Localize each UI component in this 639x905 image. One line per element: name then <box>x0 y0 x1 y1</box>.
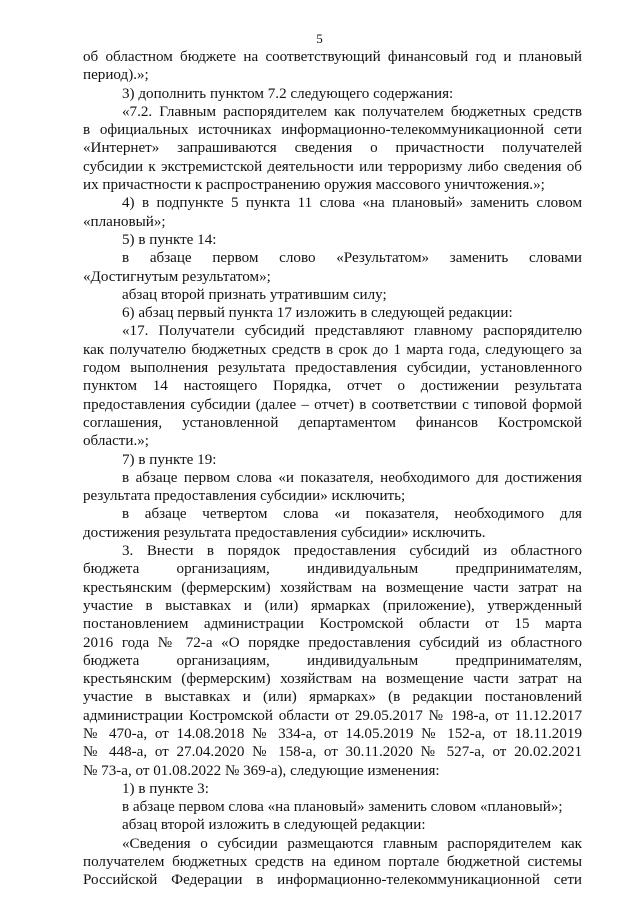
text-line: в абзаце первом слова «на плановый» заменить словом «плановый»; <box>122 799 563 816</box>
text-line: 1) в пункте 3: <box>122 780 209 797</box>
text-line: «17. Получатели субсидий представляют главному распорядителю <box>122 323 582 340</box>
text-line: их причастности к распространению оружия массового уничтожения.»; <box>83 177 545 194</box>
text-line: результата предоставления субсидии» исключить; <box>83 488 406 505</box>
text-line: крестьянским (фермерским) хозяйствам на возмещение части затрат на <box>83 671 582 688</box>
text-line: «7.2. Главным распорядителем как получателем бюджетных средств <box>122 103 582 120</box>
text-line: годом выполнения результата предоставления субсидии, установленного <box>83 360 582 377</box>
text-line: об областном бюджете на соответствующий финансовый год и плановый <box>83 49 582 65</box>
text-line: 3) дополнить пунктом 7.2 следующего содержания: <box>122 85 454 102</box>
text-line: абзац второй изложить в следующей редакции: <box>122 817 426 834</box>
text-line: в абзаце четвертом слова «и показателя, необходимого для <box>122 506 582 523</box>
text-line: 6) абзац первый пункта 17 изложить в следующей редакции: <box>122 305 513 322</box>
text-line: № 470-а, от 14.08.2018 № 334-а, от 14.05.2019 № 152-а, от 18.11.2019 <box>83 725 582 742</box>
text-line: 7) в пункте 19: <box>122 451 217 468</box>
text-line: достижения результата предоставления субсидии» исключить. <box>83 524 486 541</box>
text-line: в абзаце первом слова «и показателя, необходимого для достижения <box>122 469 582 486</box>
text-line: «Интернет» запрашиваются сведения о причастности получателей <box>83 140 582 157</box>
document-body <box>83 48 582 890</box>
text-line: крестьянским (фермерским) хозяйствам на возмещение части затрат на <box>83 579 582 596</box>
text-line: период).»; <box>83 67 149 84</box>
text-line: области.»; <box>83 433 149 450</box>
page-number: 5 <box>316 31 323 46</box>
text-line: бюджета организациям, индивидуальным предпринимателям, <box>83 561 582 578</box>
text-line: 4) в подпункте 5 пункта 11 слова «на плановый» заменить словом <box>122 195 582 212</box>
text-line: «Достигнутым результатом»; <box>83 268 271 285</box>
text-line: 3. Внести в порядок предоставления субсидий из областного <box>122 543 582 560</box>
text-line: участие в выставках и (или) ярмарках» (в редакции постановлений <box>83 689 582 706</box>
text-line: администрации Костромской области от 29.05.2017 № 198-а, от 11.12.2017 <box>83 707 582 724</box>
text-line: № 448-а, от 27.04.2020 № 158-а, от 30.11.2020 № 527-а, от 20.02.2021 <box>83 744 582 761</box>
text-line: 2016 года № 72-а «О порядке предоставления субсидий из областного <box>83 634 582 651</box>
text-line: получателем бюджетных средств на едином портале бюджетной системы <box>83 854 582 871</box>
text-line: абзац второй признать утратившим силу; <box>122 286 387 303</box>
text-line: «Сведения о субсидии размещаются главным распорядителем как <box>122 835 582 852</box>
text-line: постановлением администрации Костромской области от 15 марта <box>83 616 582 633</box>
text-line: № 73-а, от 01.08.2022 № 369-а), следующие изменения: <box>83 762 440 779</box>
text-line: участие в выставках и (или) ярмарках (приложение), утвержденный <box>83 597 582 614</box>
text-line: бюджета организациям, индивидуальным предпринимателям, <box>83 652 582 669</box>
text-line: пунктом 14 настоящего Порядка, отчет о достижении результата <box>83 378 582 395</box>
text-line: предоставления субсидии (далее – отчет) в соответствии с типовой формой <box>83 396 582 413</box>
text-line: соглашения, установленной департаментом финансов Костромской <box>83 414 582 431</box>
text-line: субсидии к экстремистской деятельности или терроризму либо сведения об <box>83 158 582 175</box>
text-line: как получателю бюджетных средств в срок до 1 марта года, следующего за <box>83 341 582 358</box>
text-line: Российской Федерации в информационно-телекоммуникационной сети <box>83 872 582 889</box>
text-line: «плановый»; <box>83 213 166 230</box>
text-line: 5) в пункте 14: <box>122 231 217 248</box>
text-line: в официальных источниках информационно-телекоммуникационной сети <box>83 122 582 139</box>
text-line: в абзаце первом слово «Результатом» заменить словами <box>122 250 582 267</box>
